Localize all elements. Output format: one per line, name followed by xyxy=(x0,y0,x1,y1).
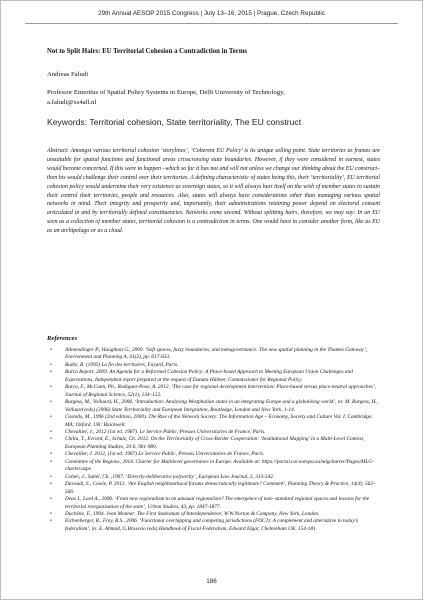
bullet-icon: • xyxy=(50,481,52,488)
references-heading: References xyxy=(47,335,78,342)
paper-title: Not to Split Hairs: EU Territorial Cohesion a Contradiction in Terms xyxy=(47,48,248,55)
reference-text: Deas I., Lord A., 2006. ‘From new regionalism to an unusual regionalism? The emergence of non- standard regional spaces and lessons for the territorial reorganisation of the state’, Urban Studies, 43, pp. 1847-1877. xyxy=(65,496,370,510)
header-divider xyxy=(25,23,398,24)
bullet-icon: • xyxy=(50,496,52,503)
reference-item xyxy=(47,369,381,384)
bullet-icon: • xyxy=(50,414,52,421)
author-affiliation xyxy=(47,88,387,107)
reference-item xyxy=(47,399,381,414)
page-number: 186 xyxy=(206,578,217,585)
reference-text: Burgess, M., Vollaard, H., 2006. ‘Introduction: Analysing Westphalian states in an integrating Europe and a globalising world’, in: M. Burgess, H., Vollaard (eds) (2006) State Territoriality and European Integration, Routledge, London and New York, 1-14. xyxy=(65,399,378,413)
reference-item xyxy=(47,496,381,511)
reference-text: Badie, B. (1995) La fin des territoires, Fayard, Paris. xyxy=(65,361,179,368)
reference-item xyxy=(47,347,381,362)
bullet-icon: • xyxy=(50,399,52,406)
bullet-icon: • xyxy=(50,451,52,458)
reference-text: Duchêne, F., 1994. Jean Monnet: The First Statesman of Interdependence, W.W.Norton & Company, New York, London. xyxy=(65,510,320,517)
reference-text: Allmendinger P., Haughton G., 2009. ‘Soft spaces, fuzzy boundaries, and metagovernance: The new spatial planning in the Thames Gateway’, Environment and Planning A, 41(3), pp. 617-633. xyxy=(65,347,368,361)
bullet-icon: • xyxy=(50,428,52,435)
bullet-icon: • xyxy=(50,369,52,376)
reference-text: Davoudi, S., Cowie, P. 2013. ‘Are English neighbourhood forums democratically legitimate? Comment’, Planning Theory & Practice, 14(4), 562–566. xyxy=(65,481,376,495)
author-email: a.faludi@xs4all.nl xyxy=(47,98,97,106)
conference-header: 29th Annual AESOP 2015 Congress | July 13–16, 2015 | Prague, Czech Republic xyxy=(98,10,325,17)
reference-text: Barca Report, 2009. An Agenda for a Reformed Cohesion Policy: A Place-based Approach to Meeting European Union Challenges and Expectations, Independent report prepared at the request of Danuta Hübner, Commissioner for Regional Policy. xyxy=(65,369,353,383)
reference-text: Chilla, T., Evrard, E., Schulz, Ch. 2012. On the Territoriality of Cross-Border Cooperation: ‘Institutional Mapping’ in a Multi-Level Context, European Planning Studies, 20:6, 961-980. xyxy=(65,436,365,450)
reference-item xyxy=(47,436,381,451)
reference-text: Cohen, J., Sabel, Ch. ,1997. ‘Directly-deliberative polyarchy’, European Law Journal, 3, 313-342. xyxy=(65,473,275,480)
references-list xyxy=(47,347,381,533)
bullet-icon: • xyxy=(50,384,52,391)
bullet-icon: • xyxy=(50,436,52,443)
bullet-icon: • xyxy=(50,458,52,465)
bullet-icon: • xyxy=(50,510,52,517)
reference-text: Barca, F., McCann, Ph., Rodíguez-Pose, A. 2012. ‘The case for regional development intervention: Place-based versus place-neutral approaches’, Journal of Regional Science, 52(1), 134–152. xyxy=(65,384,377,398)
reference-item xyxy=(47,451,381,458)
reference-text: Chevallier, J., 2012 (1st ed. 1987). Le Service Public, Presses Universitaires de France, Paris. xyxy=(65,428,266,435)
bullet-icon: • xyxy=(50,518,52,525)
reference-item xyxy=(47,481,381,496)
reference-item xyxy=(47,384,381,399)
reference-item xyxy=(47,459,381,474)
author-name: Andreas Faludi xyxy=(47,71,89,78)
keywords: Keywords: Territorial cohesion, State territoriality, The EU construct xyxy=(47,117,302,127)
bullet-icon: • xyxy=(50,361,52,368)
reference-item xyxy=(47,518,381,533)
reference-text: Chevallier, J. 2012, (1st ed. 1987) Le Service Public, Presses Universitaires de France, Paris. xyxy=(65,451,265,458)
abstract: Abstract: Amongst various territorial cohesion ‘storylines’, ‘Coherent EU Policy’ is its unique selling point. State territories as frames are unsuitable for spatial functions and functional areas crisscrossing state boundaries. However, if they were considered in earnest, states would become concerned. If this were to happen –which so far it has not and will not unless we change our thinking about the EU construct– then his would challenge their control over their territories. A defining characteristic of states being this, their ‘territoriality’, EU territorial cohesion policy would undermine their very existence as sovereign states, so it will always hurt itself on the wish of member states to sustain their control their territories, people and resources. Also, states will always have considerations other than managing various spatial networks in mind. Their integrity and prosperity and, importantly, their administrations retaining power depend on electoral consent articulated in and by territorially defined constituencies. Networks come second. Without splitting hairs, therefore, we may say: In an EU seen as a collection of member states, territorial cohesion is a contradiction in terms. One would have to consider another form, like as EU as an archipelago or as a cloud. xyxy=(47,148,380,235)
reference-text: Castells, M., 1996 (2nd edition, 2000). The Rise of the Network Society: The Information Age – Economy, Society and Culture Vol. I. Cambridge, MA; Oxford, UK: Blackwell. xyxy=(65,414,373,428)
reference-text: Committee of the Regions, 2014. Charter for Multilevel governance in Europe. Available at: https://portal.cor.europa.eu/mlgcharter/Pages/MLG-charter.aspx xyxy=(65,458,374,473)
bullet-icon: • xyxy=(50,473,52,480)
reference-text: Eichenberger, R., Frey, B.S., 2006. ‘Functional overlapping and competing jurisdictions (FOCJ): A complement and alternative to today’s federalism’, in: E. Ahmad, G.Brosssio (eds) Handbook of Fiscal Federalism, Edward Elgar, Cheltenham UK, 154-181. xyxy=(65,518,358,532)
bullet-icon: • xyxy=(50,347,52,353)
affiliation-text: Professor Emeritus of Spatial Policy Systems in Europe, Delft University of Technology, xyxy=(47,89,285,96)
reference-item xyxy=(47,414,381,429)
